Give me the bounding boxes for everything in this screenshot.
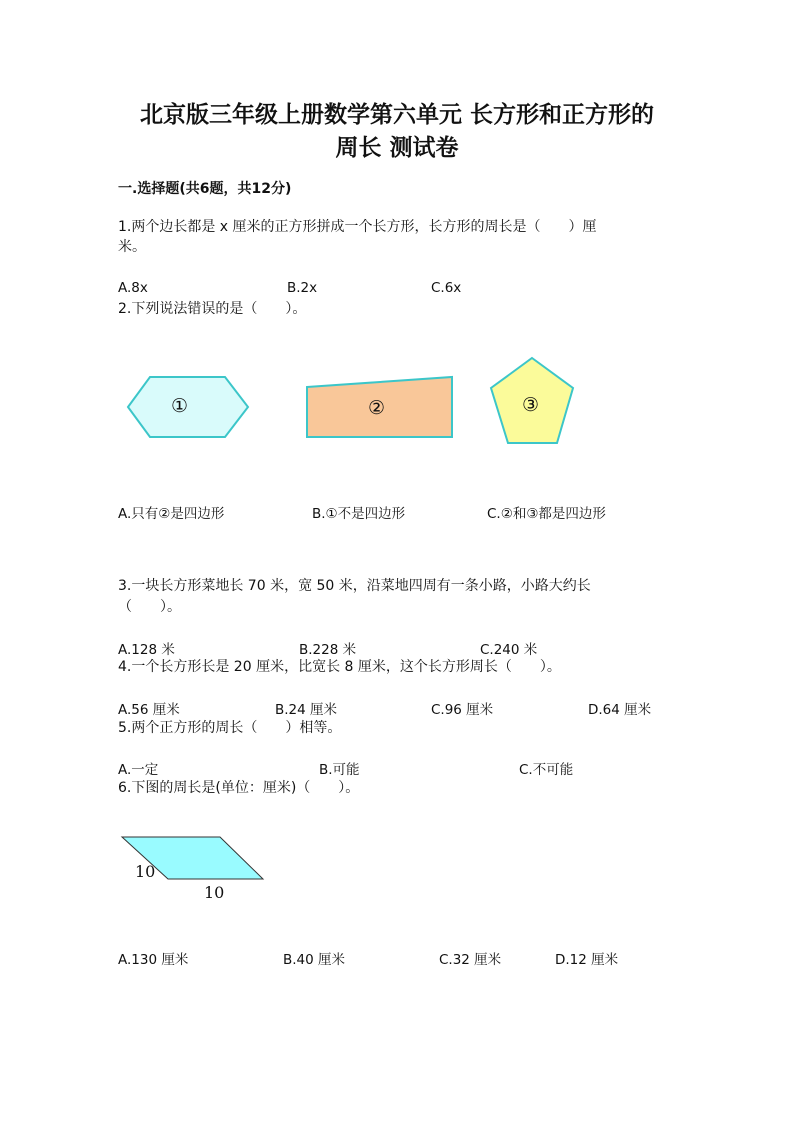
q4-option-a[interactable]: A.56 厘米 bbox=[118, 702, 180, 718]
question-5-stem: 5.两个正方形的周长（ ）相等。 bbox=[118, 720, 342, 736]
section-heading: 一.选择题(共6题，共12分) bbox=[118, 181, 292, 197]
q4-option-c[interactable]: C.96 厘米 bbox=[431, 702, 494, 718]
q5-option-b[interactable]: B.可能 bbox=[319, 762, 360, 778]
q6-option-a[interactable]: A.130 厘米 bbox=[118, 952, 189, 968]
q2-option-a[interactable]: A.只有②是四边形 bbox=[118, 506, 225, 522]
q2-option-b[interactable]: B.①不是四边形 bbox=[312, 506, 406, 522]
q3-option-a[interactable]: A.128 米 bbox=[118, 642, 175, 658]
q1-option-a[interactable]: A.8x bbox=[118, 280, 148, 296]
side-label-left: 10 bbox=[135, 862, 156, 881]
question-6-stem: 6.下图的周长是(单位：厘米)（ ）。 bbox=[118, 780, 360, 796]
q5-option-a[interactable]: A.一定 bbox=[118, 762, 159, 778]
q6-option-c[interactable]: C.32 厘米 bbox=[439, 952, 502, 968]
question-1-line1: 1.两个边长都是 x 厘米的正方形拼成一个长方形，长方形的周长是（ ）厘 bbox=[118, 219, 597, 235]
q3-option-b[interactable]: B.228 米 bbox=[299, 642, 357, 658]
q6-option-b[interactable]: B.40 厘米 bbox=[283, 952, 346, 968]
q4-option-d[interactable]: D.64 厘米 bbox=[588, 702, 652, 718]
page-title-line2: 周长 测试卷 bbox=[335, 134, 459, 161]
q1-option-b[interactable]: B.2x bbox=[287, 280, 318, 296]
shape-label-1: ① bbox=[171, 395, 189, 417]
side-label-bottom: 10 bbox=[204, 883, 225, 902]
question-4-stem: 4.一个长方形长是 20 厘米，比宽长 8 厘米，这个长方形周长（ ）。 bbox=[118, 659, 561, 675]
q3-option-c[interactable]: C.240 米 bbox=[480, 642, 538, 658]
question-3-line1: 3.一块长方形菜地长 70 米，宽 50 米，沿菜地四周有一条小路，小路大约长 bbox=[118, 578, 591, 594]
question-1-line2: 米。 bbox=[118, 239, 146, 255]
shape-label-3: ③ bbox=[522, 394, 540, 416]
q2-option-c[interactable]: C.②和③都是四边形 bbox=[487, 506, 606, 522]
shape-label-2: ② bbox=[368, 397, 386, 419]
question-3-line2: （ ）。 bbox=[118, 599, 181, 615]
q5-option-c[interactable]: C.不可能 bbox=[519, 762, 574, 778]
q1-option-c[interactable]: C.6x bbox=[431, 280, 462, 296]
q4-option-b[interactable]: B.24 厘米 bbox=[275, 702, 338, 718]
question-2-stem: 2.下列说法错误的是（ ）。 bbox=[118, 301, 307, 317]
page-title-line1: 北京版三年级上册数学第六单元 长方形和正方形的 bbox=[139, 101, 654, 128]
q6-option-d[interactable]: D.12 厘米 bbox=[555, 952, 619, 968]
